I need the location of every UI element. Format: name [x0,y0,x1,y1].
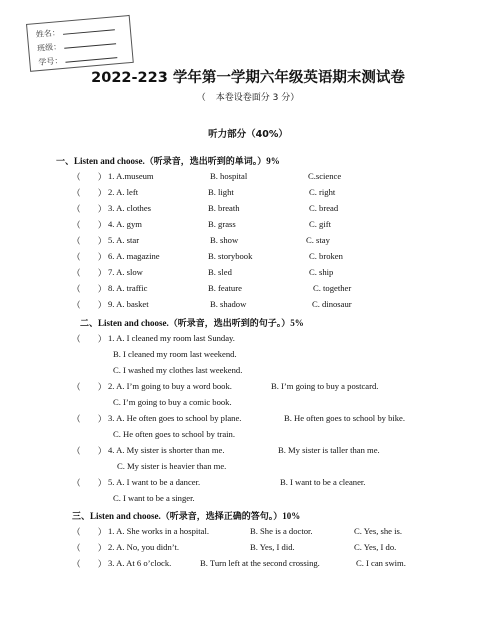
q3-2-label: 2. A. No, you didn’t. [108,542,180,552]
q1-9-bracket[interactable]: （ ） [72,300,107,310]
subtitle-open-paren: （ [196,93,206,103]
q3-3-option-c: C. I can swim. [356,558,406,568]
option-a: A. magazine [116,251,160,261]
q2-4-bracket[interactable]: （ ） [72,446,107,456]
option-a: A. He often goes to school by plane. [116,413,242,423]
q1-9-option-c: C. dinosaur [312,299,352,309]
option-a: A. basket [116,299,149,309]
q3-3-option-b: B. Turn left at the second crossing. [200,558,320,568]
option-a: A. At 6 o’clock. [116,558,172,568]
q1-3-bracket[interactable]: （ ） [72,204,107,214]
option-a: A. I’m going to buy a word book. [116,381,232,391]
class-label: 班级： [36,42,62,54]
q1-8-label: 8. A. traffic [108,283,148,293]
q2-3-bracket[interactable]: （ ） [72,414,107,424]
q1-7-label: 7. A. slow [108,267,143,277]
q2-1-bracket[interactable]: （ ） [72,334,107,344]
option-a: A. star [116,235,140,245]
q3-3-label: 3. A. At 6 o’clock. [108,558,172,568]
q1-5-label: 5. A. star [108,235,140,245]
q1-5-bracket[interactable]: （ ） [72,236,107,246]
section-2-heading: 二、Listen and choose.（听录音，选出听到的句子。）5% [80,318,304,328]
q1-4-bracket[interactable]: （ ） [72,220,107,230]
q1-1-label: 1. A.museum [108,171,154,181]
q1-2-option-c: C. right [309,187,336,197]
q3-2-option-b: B. Yes, I did. [250,542,295,552]
q1-4-option-c: C. gift [309,219,331,229]
q1-2-bracket[interactable]: （ ） [72,188,107,198]
q3-2-option-c: C. Yes, I do. [354,542,397,552]
option-a: A. slow [116,267,143,277]
q1-4-label: 4. A. gym [108,219,142,229]
exam-subtitle [0,90,496,103]
id-label: 学号： [38,55,63,68]
q1-7-option-c: C. ship [309,267,334,277]
q1-8-bracket[interactable]: （ ） [72,284,107,294]
q1-3-label: 3. A. clothes [108,203,151,213]
option-a: A. gym [116,219,142,229]
q1-2-option-b: B. light [208,187,234,197]
q2-5-bracket[interactable]: （ ） [72,478,107,488]
q2-4-option-b: B. My sister is taller than me. [278,445,380,455]
class-blank[interactable] [64,43,116,49]
q2-4-option-c: C. My sister is heavier than me. [117,461,227,471]
q2-3-label: 3. A. He often goes to school by plane. [108,413,242,423]
option-a: A. clothes [116,203,151,213]
q2-2-option-c: C. I’m going to buy a comic book. [113,397,232,407]
q1-7-bracket[interactable]: （ ） [72,268,107,278]
q2-1-label: 1. A. I cleaned my room last Sunday. [108,333,235,343]
q1-4-option-b: B. grass [208,219,236,229]
q2-3-option-b: B. He often goes to school by bike. [284,413,406,423]
q2-1-option-b: B. I cleaned my room last weekend. [113,349,237,359]
q2-5-option-b: B. I want to be a cleaner. [280,477,366,487]
q3-1-bracket[interactable]: （ ） [72,527,107,537]
option-a: A. No, you didn’t. [116,542,180,552]
q2-2-option-b: B. I’m going to buy a postcard. [271,381,379,391]
q2-3-option-c: C. He often goes to school by train. [113,429,235,439]
option-a: A.museum [116,171,154,181]
q2-2-label: 2. A. I’m going to buy a word book. [108,381,232,391]
q3-2-bracket[interactable]: （ ） [72,543,107,553]
section-3-heading: 三、Listen and choose.（听录音，选择正确的答句。）10% [72,511,301,521]
q1-7-option-b: B. sled [208,267,232,277]
q1-1-option-b: B. hospital [210,171,248,181]
q2-4-label: 4. A. My sister is shorter than me. [108,445,225,455]
q1-9-label: 9. A. basket [108,299,149,309]
q1-2-label: 2. A. left [108,187,139,197]
q1-1-bracket[interactable]: （ ） [72,172,107,182]
exam-title: 2022-223 学年第一学期六年级英语期末测试卷 [91,70,405,86]
q3-3-bracket[interactable]: （ ） [72,559,107,569]
option-a: A. traffic [116,283,148,293]
q1-6-option-b: B. storybook [208,251,253,261]
option-a: A. My sister is shorter than me. [116,445,225,455]
name-label: 姓名： [35,28,61,40]
option-a: A. left [116,187,139,197]
q1-9-option-b: B. shadow [210,299,247,309]
q1-3-option-b: B. breath [208,203,240,213]
q3-1-option-b: B. She is a doctor. [250,526,313,536]
q2-5-label: 5. A. I want to be a dancer. [108,477,201,487]
q1-6-bracket[interactable]: （ ） [72,252,107,262]
option-a: A. I cleaned my room last Sunday. [116,333,235,343]
q3-1-label: 1. A. She works in a hospital. [108,526,209,536]
id-blank[interactable] [65,57,117,63]
q1-5-option-b: B. show [210,235,239,245]
q1-8-option-c: C. together [313,283,352,293]
q2-2-bracket[interactable]: （ ） [72,382,107,392]
q1-1-option-c: C.science [308,171,342,181]
q1-5-option-c: C. stay [306,235,330,245]
section-1-heading: 一、Listen and choose.（听录音，选出听到的单词。）9% [56,156,280,166]
q2-5-option-c: C. I want to be a singer. [113,493,195,503]
subtitle-text: 本卷设卷面分 3 分） [215,93,300,103]
q3-1-option-c: C. Yes, she is. [354,526,402,536]
student-info-box [26,15,134,72]
option-a: A. She works in a hospital. [116,526,209,536]
name-blank[interactable] [63,29,115,35]
q1-6-label: 6. A. magazine [108,251,160,261]
option-a: A. I want to be a dancer. [116,477,201,487]
q1-8-option-b: B. feature [208,283,242,293]
q1-3-option-c: C. bread [309,203,339,213]
q2-1-option-c: C. I washed my clothes last weekend. [113,365,243,375]
listening-part-heading: 听力部分（40%） [208,129,288,140]
q1-6-option-c: C. broken [309,251,343,261]
